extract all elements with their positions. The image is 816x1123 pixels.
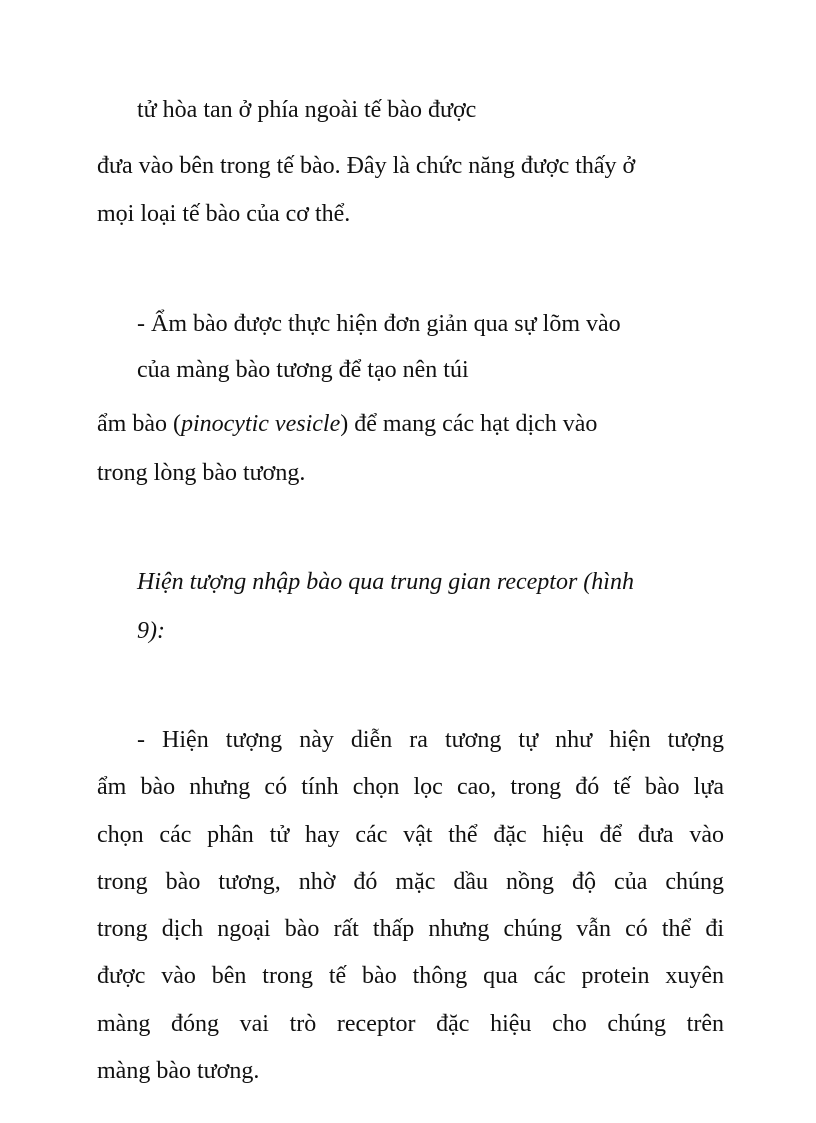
paragraph-line: màng đóng vai trò receptor đặc hiệu cho chúng trên (97, 1011, 724, 1037)
paragraph-line: màng bào tương. (97, 1058, 260, 1084)
paragraph-line: trong bào tương, nhờ đó mặc dầu nồng độ của chúng (97, 869, 724, 895)
paragraph-line: đưa vào bên trong tế bào. Đây là chức năng được thấy ở (97, 153, 636, 179)
paragraph-line: - Ẩm bào được thực hiện đơn giản qua sự lõm vào (137, 311, 621, 337)
paragraph-line: chọn các phân tử hay các vật thể đặc hiệu để đưa vào (97, 822, 724, 848)
text-segment: ẩm bào ( (97, 411, 181, 437)
section-heading: Hiện tượng nhập bào qua trung gian receptor (hình (137, 569, 634, 595)
paragraph-line: của màng bào tương để tạo nên túi (137, 357, 469, 383)
paragraph-line (97, 409, 597, 439)
paragraph-line: trong dịch ngoại bào rất thấp nhưng chúng vẫn có thể đi (97, 916, 724, 942)
text-segment: ) để mang các hạt dịch vào (340, 411, 598, 437)
paragraph-line: - Hiện tượng này diễn ra tương tự như hiện tượng (137, 727, 724, 753)
paragraph-line: ẩm bào nhưng có tính chọn lọc cao, trong đó tế bào lựa (97, 774, 724, 800)
section-heading: 9): (137, 618, 165, 644)
italic-term: pinocytic vesicle (180, 411, 341, 437)
paragraph-line: mọi loại tế bào của cơ thể. (97, 201, 351, 227)
paragraph-line: được vào bên trong tế bào thông qua các protein xuyên (97, 963, 724, 989)
paragraph-line: trong lòng bào tương. (97, 460, 306, 486)
paragraph-line: tử hòa tan ở phía ngoài tế bào được (137, 97, 477, 123)
